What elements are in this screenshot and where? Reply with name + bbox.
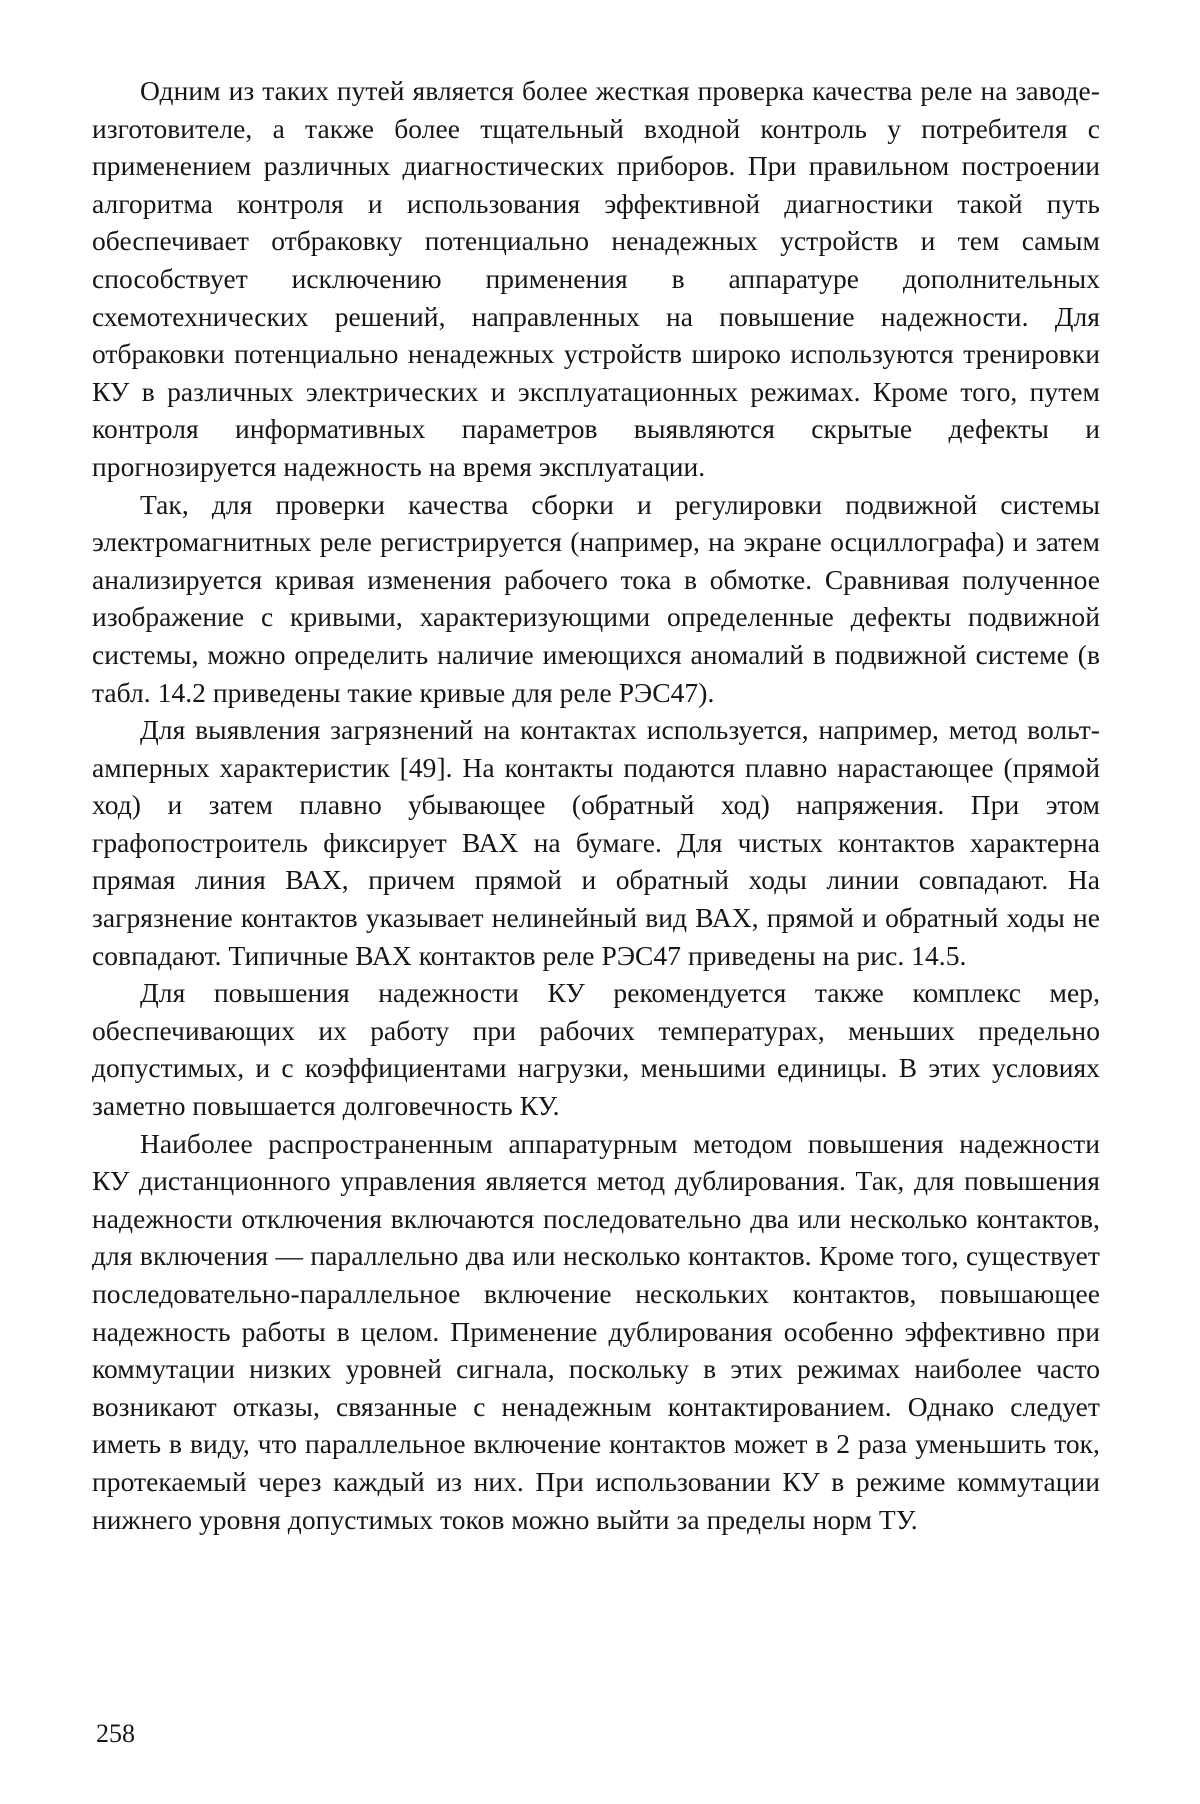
paragraph-operating-conditions: Для повышения надежности КУ рекомендуется также комплекс мер, обеспечивающих их работу при рабочих температурах, меньших предельно допустимых, и с коэффициентами нагрузки, меньшими единицы. В этих условиях заметно повышается долговечность КУ. [92, 974, 1100, 1124]
paragraph-duplication-method: Наиболее распространенным аппаратурным методом повышения надежности КУ дистанционного управления является метод дублирования. Так, для повышения надежности отключения включаются последовательно два или несколько контактов, для включения — параллельно два или несколько контактов. Кроме того, существует последовательно-параллельное включение нескольких контактов, повышающее надежность работы в целом. Применение дублирования особенно эффективно при коммутации низких уровней сигнала, поскольку в этих режимах наиболее часто возникают отказы, связанные с ненадежным контактированием. Однако следует иметь в виду, что параллельное включение контактов может в 2 раза уменьшить ток, протекаемый через каждый из них. При использовании КУ в режиме коммутации нижнего уровня допустимых токов можно выйти за пределы норм ТУ. [92, 1125, 1100, 1539]
paragraph-moving-system-check: Так, для проверки качества сборки и регулировки подвижной системы электромагнитных реле регистрируется (например, на экране осциллографа) и затем анализируется кривая изменения рабочего тока в обмотке. Сравнивая полученное изображение с кривыми, характеризующими определенные дефекты подвижной системы, можно определить наличие имеющихся аномалий в подвижной системе (в табл. 14.2 приведены такие кривые для реле РЭС47). [92, 486, 1100, 712]
page-body [92, 72, 1100, 1538]
paragraph-quality-control: Одним из таких путей является более жесткая проверка качества реле на заводе-изготовителе, а также более тщательный входной контроль у потребителя с применением различных диагностических приборов. При правильном построении алгоритма контроля и использования эффективной диагностики такой путь обеспечивает отбраковку потенциально ненадежных устройств и тем самым способствует исключению применения в аппаратуре дополнительных схемотехнических решений, направленных на повышение надежности. Для отбраковки потенциально ненадежных устройств широко используются тренировки КУ в различных электрических и эксплуатационных режимах. Кроме того, путем контроля информативных параметров выявляются скрытые дефекты и прогнозируется надежность на время эксплуатации. [92, 72, 1100, 486]
paragraph-contact-contamination: Для выявления загрязнений на контактах используется, например, метод вольт-амперных характеристик [49]. На контакты подаются плавно нарастающее (прямой ход) и затем плавно убывающее (обратный ход) напряжения. При этом графопостроитель фиксирует ВАХ на бумаге. Для чистых контактов характерна прямая линия ВАХ, причем прямой и обратный ходы линии совпадают. На загрязнение контактов указывает нелинейный вид ВАХ, прямой и обратный ходы не совпадают. Типичные ВАХ контактов реле РЭС47 приведены на рис. 14.5. [92, 711, 1100, 974]
page-number: 258 [96, 1719, 135, 1749]
